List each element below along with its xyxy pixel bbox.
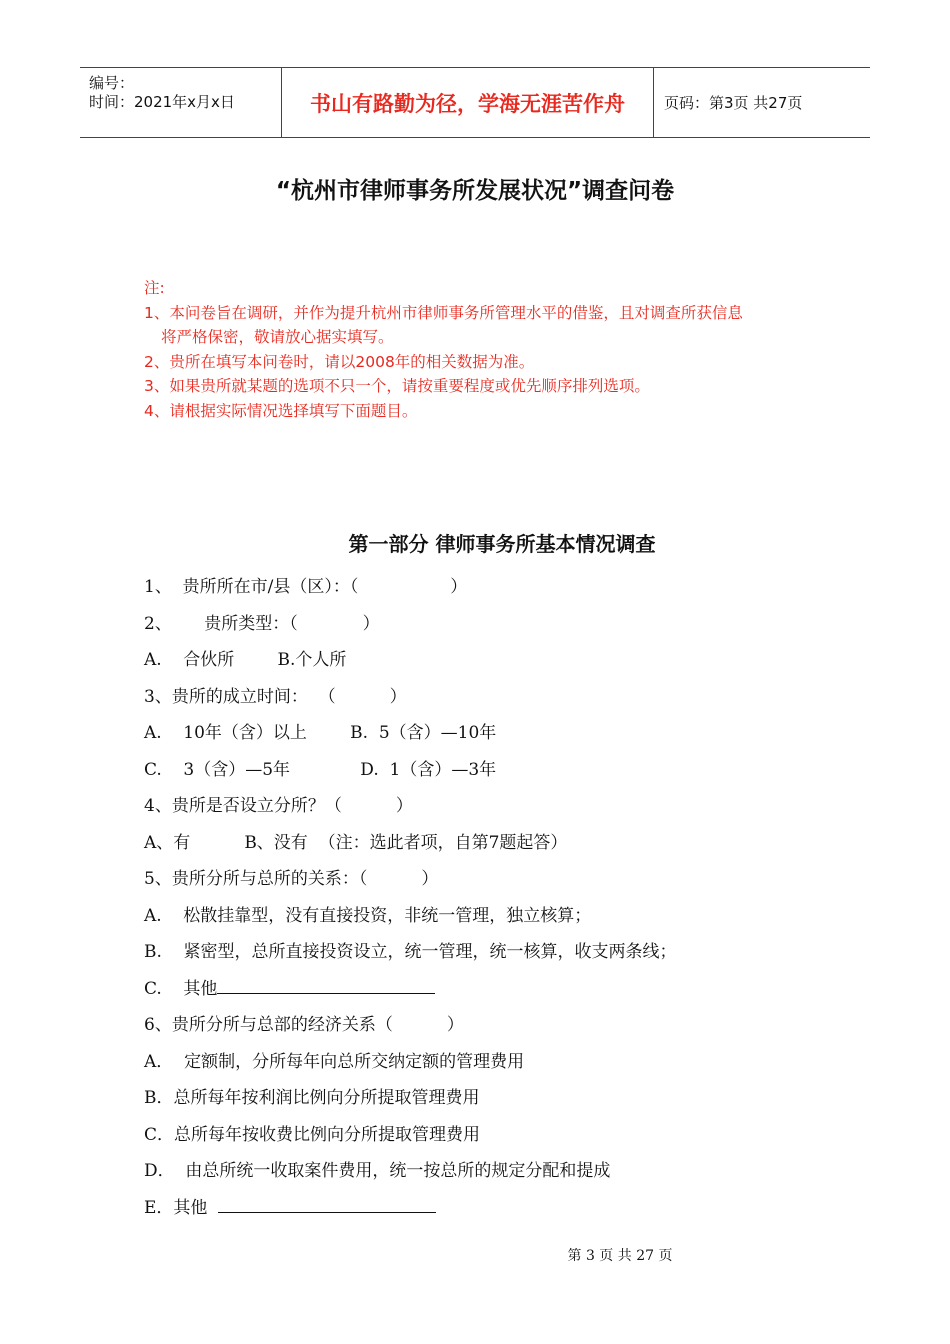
header-page-info: 页码：第3页 共27页 <box>664 94 803 112</box>
question-line: A. 合伙所 B.个人所 <box>144 650 347 670</box>
notes-heading: 注: <box>144 279 165 297</box>
header-left-cell <box>80 68 282 137</box>
notes-block <box>144 276 844 423</box>
question-line: 1、 贵所所在市/县（区）：（ ） <box>144 577 468 597</box>
header-table <box>80 67 870 138</box>
question-line: 5、贵所分所与总所的关系：（ ） <box>144 869 439 889</box>
option-label: C. 其他 <box>144 978 218 999</box>
number-label: 编号： <box>89 74 135 92</box>
fill-blank-line[interactable] <box>217 975 435 994</box>
note-line: 2、贵所在填写本问卷时，请以2008年的相关数据为准。 <box>144 352 535 371</box>
note-line: 1、本问卷旨在调研，并作为提升杭州市律师事务所管理水平的借鉴，且对调查所获信息 <box>144 303 743 322</box>
question-line: 6、贵所分所与总部的经济关系（ ） <box>144 1015 464 1035</box>
questions-block <box>144 572 844 1229</box>
note-line: 3、如果贵所就某题的选项不只一个，请按重要程度或优先顺序排列选项。 <box>144 377 650 395</box>
time-label: 时间：2021年x月x日 <box>89 93 235 111</box>
question-line: D． 由总所统一收取案件费用，统一按总所的规定分配和提成 <box>144 1161 611 1181</box>
question-line-with-blank <box>144 1193 844 1230</box>
question-line: C．总所每年按收费比例向分所提取管理费用 <box>144 1124 481 1145</box>
question-line: B. 紧密型，总所直接投资设立，统一管理，统一核算，收支两条线； <box>144 942 677 962</box>
fill-blank-line[interactable] <box>218 1194 436 1213</box>
question-line: A． 定额制，分所每年向总所交纳定额的管理费用 <box>144 1051 525 1072</box>
question-line: A. 松散挂靠型，没有直接投资，非统一管理，独立核算； <box>144 905 592 926</box>
question-line: 2、 贵所类型：（ ） <box>144 613 380 634</box>
note-line: 4、请根据实际情况选择填写下面题目。 <box>144 401 418 420</box>
page-footer: 第 3 页 共 27 页 <box>567 1248 673 1264</box>
question-line: C. 3（含）—5年 D. 1（含）—3年 <box>144 759 497 780</box>
question-line: A、有 B、没有 （注：选此者项，自第7题起答） <box>144 832 568 853</box>
question-line: B．总所每年按利润比例向分所提取管理费用 <box>144 1088 480 1108</box>
question-line-with-blank <box>144 974 844 1011</box>
option-label: E．其他 <box>144 1197 219 1218</box>
document-title: “杭州市律师事务所发展状况”调查问卷 <box>275 178 675 204</box>
question-line: 4、贵所是否设立分所？（ ） <box>144 796 413 816</box>
question-line: A. 10年（含）以上 B. 5（含）—10年 <box>144 723 497 743</box>
question-line: 3、贵所的成立时间： （ ） <box>144 686 407 707</box>
note-line: 将严格保密，敬请放心据实填写。 <box>161 328 394 346</box>
section-title: 第一部分 律师事务所基本情况调查 <box>348 532 656 556</box>
header-motto: 书山有路勤为径，学海无涯苦作舟 <box>282 68 654 137</box>
